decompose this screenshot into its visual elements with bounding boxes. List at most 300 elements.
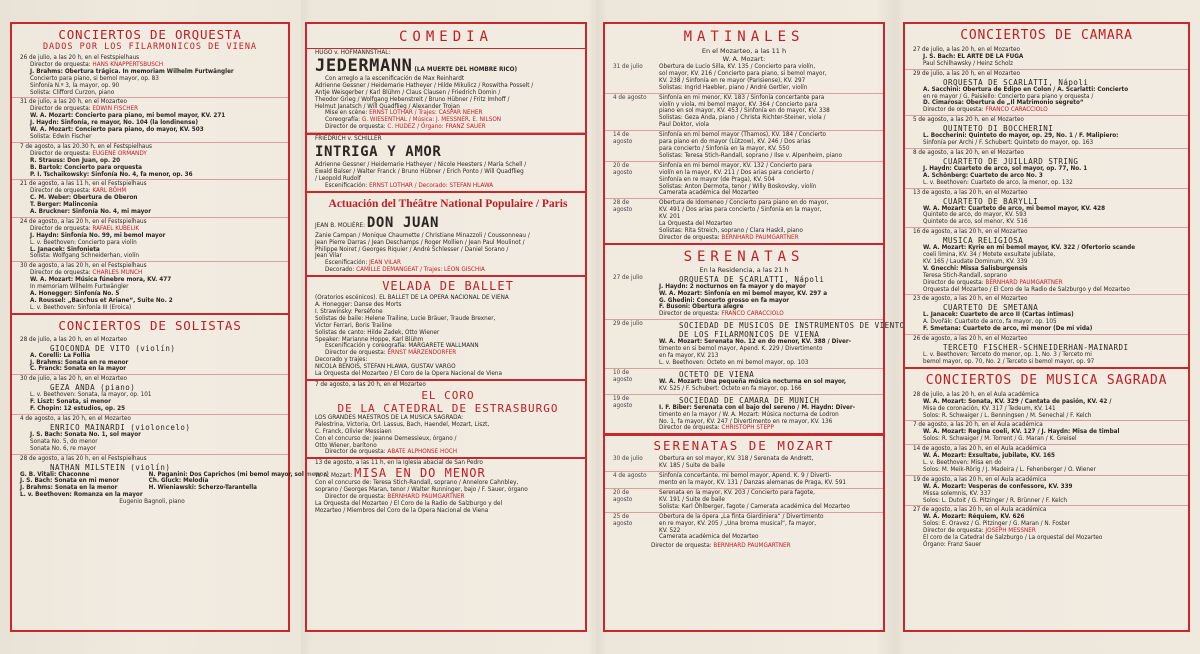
program-line: para piano en do mayor (Lützow), KV. 246 / Dos arias xyxy=(659,139,811,146)
matinal-item xyxy=(605,199,883,242)
orchestra-item xyxy=(12,54,288,98)
orchestra-item xyxy=(12,218,288,262)
program-line: Solos: L. Dutoit / G. Pitzinger / R. Brünner / F. Kelch xyxy=(923,497,1067,504)
panel-matinales xyxy=(603,22,905,632)
performer-name: ENRICO MAINARDI (violoncelo) xyxy=(50,422,191,432)
program-line: I. F. Biber: Serenata con el bajo del sereno / M. Haydn: Diver- xyxy=(659,404,856,411)
program-line: W. A. Mozart: Serenata No. 12 en do menor, KV. 388 / Diver- xyxy=(659,339,852,346)
sacred-item xyxy=(905,476,1188,507)
soloist-item xyxy=(12,455,329,507)
matinales-title: MATINALES xyxy=(683,29,805,45)
program-line: La Orquesta del Mozarteo xyxy=(659,221,733,228)
event-date: 28 de agosto, a las 20 h, en el Festspielhaus xyxy=(20,455,147,462)
program-line: Solista: Clifford Curzon, piano xyxy=(30,89,115,96)
soloists-title: CONCIERTOS DE SOLISTAS xyxy=(58,317,242,333)
program-line: J. S. Bach: Sonata No. 1, sol mayor xyxy=(30,431,141,438)
program-line: W. A. Mozart: Regina coeli, KV. 127 / J. Haydn: Misa de timbal xyxy=(923,429,1120,436)
event-date: 19 de agosto xyxy=(613,395,633,409)
credit-line: Adrienne Gessner / Heidemarie Hatheyer / Nicole Heesters / María Schell / xyxy=(315,162,527,169)
program-line: KV. 525 / F. Schubert: Octeto en fa mayor, op. 166 xyxy=(659,385,802,392)
credit-line: Escenificación y coreografía: MARGARETE WALLMANN xyxy=(325,343,479,350)
program-line: Sonata No. 5, do menor xyxy=(30,438,98,445)
credit-line: Con el concurso de: Jeanne Demessieux, órgano / xyxy=(315,435,457,442)
program-line: V. Gnecchi: Missa Salisburgensis xyxy=(923,265,1028,272)
program-line: mento en la mayor, KV. 131 / Danzas alemanas de Praga, KV. 591 xyxy=(659,480,846,487)
jedermann-heading xyxy=(315,57,581,76)
serenata-item xyxy=(605,369,883,395)
credit-line: Director de orquesta: JOSEPH MESSNER xyxy=(923,528,1036,535)
program-line: Concierto para piano, si bemol mayor, op. 83 xyxy=(30,75,159,82)
performer-name: OCTETO DE VIENA xyxy=(679,369,755,379)
serenata-mozart-item xyxy=(605,455,883,472)
credit-line: Solistas de baile: Helene Trailine, Lucie Bräuer, Traude Brexner, xyxy=(315,315,496,322)
credit-line: Solistas de canto: Hilde Zadek, Otto Wiener xyxy=(315,329,440,336)
matinales-composer: W. A. Mozart: xyxy=(722,55,766,63)
intriga-block xyxy=(307,133,585,193)
event-date: 28 de julio, a las 20 h, en el Mozarteo xyxy=(20,336,128,343)
jedermann-title: JEDERMANN xyxy=(315,55,413,76)
chamber-item xyxy=(905,70,1188,117)
program-line: L. v. Beethoven: Cuarteto de arco, la menor, op. 132 xyxy=(923,179,1073,186)
event-date: 4 de agosto, a las 20 h, en el Mozarteo xyxy=(20,415,131,422)
panel-comedia xyxy=(305,22,587,632)
performer-name: SOCIEDAD DE CAMARA DE MUNICH xyxy=(679,395,820,405)
event-body xyxy=(649,200,879,241)
soloists-section xyxy=(12,315,329,507)
tnp-heading xyxy=(315,214,581,233)
program-line: en re mayor / G. Paisiello: Concierto para piano y orquesta / xyxy=(923,93,1094,100)
program-line: W. A. Mozart: Kyrie en mi bemol mayor, KV. 322 / Ofertorio scande xyxy=(923,245,1136,252)
credit-line: Mise en scène: ERNST LOTHAR / Trajes: CASPAR NEHER xyxy=(325,110,483,117)
misa-credits xyxy=(315,480,581,515)
credit-line: Ewald Balser / Walter Franck / Bruno Hübner / Erich Ponto / Will Quadflieg xyxy=(315,168,524,175)
tnp-author: JEAN B. MOLIÈRE: xyxy=(315,222,366,229)
credit-line: Director de orquesta: EUGENE ORMANDY xyxy=(30,150,147,157)
program-line: Sinfonía concertante, mi bemol mayor, Apend. K. 9 / Diverti- xyxy=(659,473,832,480)
credit-line: C. Franck, Olivier Messiaen xyxy=(315,428,392,435)
event-date: 28 de julio, a las 20 h, en el Aula académica xyxy=(913,391,1039,398)
chamber-item xyxy=(905,46,1188,70)
chamber-item xyxy=(905,149,1188,189)
tnp-header: Actuación del Théâtre National Populaire / Paris xyxy=(328,197,568,210)
orchestra-item xyxy=(12,262,288,312)
serenata-item xyxy=(605,395,883,434)
program-line: Quinteto de arco, sol menor, KV. 516 xyxy=(923,219,1028,226)
performer-name: CUARTETO DE SMETANA xyxy=(943,303,1039,313)
event-date: 24 de agosto, a las 20 h, en el Festspielhaus xyxy=(20,218,147,225)
program-line: Misa de coronación, KV. 317 / Tedeum, KV. 141 xyxy=(923,405,1056,412)
sacred-title: CONCIERTOS DE MUSICA SAGRADA xyxy=(925,372,1168,388)
comedia-section xyxy=(307,24,585,48)
program-line: Solistas: Rita Streich, soprano / Clara Haskil, piano xyxy=(659,227,803,234)
sacred-item xyxy=(905,421,1188,445)
event-body xyxy=(649,275,879,319)
soloist-item xyxy=(12,375,288,415)
event-date: 31 de julio xyxy=(613,64,643,70)
event-date: 14 de agosto xyxy=(613,132,633,146)
program-line: A. Schönberg: Cuarteto de arco No. 3 xyxy=(923,172,1043,179)
program-line: J. S. Bach: EL ARTE DE LA FUGA xyxy=(923,53,1024,60)
serenatas-intro: En la Residencia, a las 21 h xyxy=(699,265,789,274)
program-line: L. Janacek: Cuarteto de arco II (Cartas íntimas) xyxy=(923,312,1074,319)
serenata-mozart-item xyxy=(605,489,883,513)
program-line: W. A. Mozart: Cuarteto de arco, mi bemol mayor, KV. 428 xyxy=(923,205,1106,212)
program-line: timento en si bemol mayor, Apend. K. 229 / Divertimento xyxy=(659,346,823,353)
program-line: J. Haydn: Cuarteto de arco, sol mayor, op. 77, No. 1 xyxy=(923,165,1088,172)
credit-line: Director de orquesta: RAFAEL KUBELIK xyxy=(30,225,140,232)
chamber-events xyxy=(905,46,1188,367)
jedermann-note: Con arreglo a la escenificación de Max Reinhardt xyxy=(325,75,465,82)
program-line: L. v. Beethoven: Concierto para violín xyxy=(30,239,137,246)
program-line: W. A. Mozart: Réquiem, KV. 626 xyxy=(923,514,1025,521)
program-line: Solos: R. Schwaiger / M. Torrent / G. Maran / K. Greisel xyxy=(923,436,1077,443)
serenatas-mozart-footer: Director de orquesta: BERNHARD PAUMGARTNER xyxy=(651,543,791,550)
coro-date: 7 de agosto, a las 20 h, en el Mozarteo xyxy=(315,382,426,388)
program-line: KV. 238 / Sinfonía en re mayor (Parisiense), KV. 297 xyxy=(659,77,806,84)
program-line: Órgano: Franz Sauer xyxy=(923,541,982,548)
event-date: 16 de agosto, a las 20 h, en el Mozarteo xyxy=(913,229,1028,236)
event-date: 27 de agosto, a las 20 h, en el Aula académica xyxy=(913,507,1047,514)
chamber-item xyxy=(905,189,1188,229)
program-line: Sinfonía en re mayor (de Praga), KV. 504 xyxy=(659,176,775,183)
event-body xyxy=(649,132,879,160)
program-line: KV. 185 / Suite de baile xyxy=(659,463,725,470)
credit-line: Victor Ferrari, Boris Trailine xyxy=(315,322,392,329)
credit-line: Speaker: Marianne Hoppe, Karl Blühm xyxy=(315,336,424,343)
intriga-credits xyxy=(315,162,581,190)
program-line: Obertura de Lucio Silla, KV. 135 / Concierto para violín, xyxy=(659,64,816,70)
event-date: 23 de agosto, a las 20 h, en el Mozarteo xyxy=(913,296,1028,303)
program-line: Solistas: Teresa Stich-Randall, soprano / Ilse v. Alpenheim, piano xyxy=(659,152,842,159)
credit-line: Theodor Grieg / Wolfgang Hebenstreit / Bruno Hübner / Fritz Imhoff / xyxy=(315,96,510,103)
jedermann-author: HUGO v. HOFMANNSTHAL: xyxy=(315,50,391,56)
program-line: A. Bruckner: Sinfonía No. 4, mi mayor xyxy=(30,209,152,216)
event-date: 5 de agosto, a las 20 h, en el Mozarteo xyxy=(913,117,1024,124)
coro-block xyxy=(307,381,585,459)
program-line: F. Liszt: Sonata, si menor xyxy=(30,399,111,406)
soloist-item xyxy=(12,336,288,376)
credit-line: Palestrina, Victoria, Orl. Lassus, Bach, Haendel, Mozart, Liszt, xyxy=(315,421,490,428)
orchestra-subtitle: DADOS POR LOS FILARMONICOS DE VIENA xyxy=(42,42,258,52)
performer-name: QUINTETO DI BOCCHERINI xyxy=(943,124,1054,134)
performer-name: GEZA ANDA (piano) xyxy=(50,383,136,393)
event-date: 10 de agosto xyxy=(613,369,633,383)
event-body xyxy=(649,456,879,470)
orchestra-item xyxy=(12,143,288,181)
performer-name: CUARTETO DE JUILLARD STRING xyxy=(943,156,1079,166)
comedia-title: COMEDIA xyxy=(398,29,493,45)
event-date: 25 de agosto xyxy=(613,513,633,527)
program-line: J. Brahms: Sonata en la menor xyxy=(20,485,118,492)
program-line: T. Berger: Malinconia xyxy=(30,202,98,209)
program-line: In memoriam Wilhelm Furtwängler xyxy=(30,284,129,291)
program-line: A. Dvořák: Cuarteto de arco, fa mayor, op. 105 xyxy=(923,319,1057,326)
coro-title-2: DE LA CATEDRAL DE ESTRASBURGO xyxy=(337,401,559,415)
jedermann-credits xyxy=(315,83,581,131)
program-line: timento en la mayor / W. A. Mozart: Música nocturna de Lodron xyxy=(659,411,839,418)
program-line: coeli limina, KV. 34 / Motete exsultate jubilate, xyxy=(923,252,1056,259)
panel-chamber-concerts xyxy=(903,22,1190,632)
program-line: C. Franck: Sonata en la mayor xyxy=(30,366,127,373)
event-date: 7 de agosto, a las 20 h, en el Aula académica xyxy=(913,422,1043,429)
program-line: H. Wieniawski: Scherzo-Tarantella xyxy=(148,485,257,492)
program-line: W. A. Mozart: Concierto para piano, do mayor, KV. 503 xyxy=(30,127,204,134)
event-date: 31 de julio, a las 20 h, en el Mozarteo xyxy=(20,99,128,106)
program-line: J. Brahms: Sonata en re menor xyxy=(30,359,129,366)
credit-line: Director de orquesta: CHARLES MUNCH xyxy=(30,270,143,277)
program-line: A. Corelli: La Follia xyxy=(30,352,91,359)
credit-line: Decorado: CAMILLE DEMANGEAT / Trajes: LÉON GISCHIA xyxy=(325,267,485,274)
program-line: Solista: Edwin Fischer xyxy=(30,133,92,140)
event-date: 21 de agosto, a las 11 h, en el Festspielhaus xyxy=(20,181,147,188)
program-line: Sinfonía en mi menor, KV. 183 / Sinfonía concertante para xyxy=(659,94,825,101)
performer-name: TERCETO FISCHER-SCHNEIDERHAN-MAINARDI xyxy=(943,343,1129,352)
serenata-mozart-item xyxy=(605,472,883,489)
event-body xyxy=(649,473,879,487)
credit-line: Director de orquesta: CHRISTOPH STEPP xyxy=(659,425,774,432)
performer-name: SOCIEDAD DE MUSICOS DE INSTRUMENTOS DE VIENTO xyxy=(679,321,905,331)
program-line: A. Sacchini: Obertura de Edipo en Colon / A. Scarlatti: Concierto xyxy=(923,86,1129,93)
event-body xyxy=(649,514,879,542)
event-body xyxy=(649,163,879,198)
program-line: Camerata académica del Mozarteo xyxy=(659,534,759,541)
event-body xyxy=(649,490,879,511)
program-line: en fa mayor, KV. 213 xyxy=(659,353,719,360)
program-line: Missa solemnis, KV. 337 xyxy=(923,490,991,497)
program-line: F. Smetana: Cuarteto de arco, mi menor (De mi vida) xyxy=(923,326,1093,333)
chamber-title: CONCIERTOS DE CAMARA xyxy=(960,28,1133,43)
credit-line: Mozarteo / Miembros del Coro de la Opera Nacional de Viena xyxy=(315,507,489,514)
program-line: Paul Doktor, viola xyxy=(659,122,709,129)
credit-line: Coreografía: G. WIESENTHAL / Música: J. MESSNER, E. NILSON xyxy=(325,117,502,124)
event-date: 29 de julio, a las 20 h, en el Mozarteo xyxy=(913,70,1021,77)
program-line: El coro de la Catedral de Salzburgo / La orquestal del Mozarteo xyxy=(923,535,1103,542)
program-line: L. v. Beethoven: Romanza en la mayor xyxy=(20,492,143,499)
serenata-item xyxy=(605,320,905,369)
program-line: Obertura en sol mayor, KV. 318 / Serenata de Andrett, xyxy=(659,456,814,463)
event-date: 30 de agosto, a las 20 h, en el Festspielhaus xyxy=(20,263,147,270)
program-line: J. Haydn: Sinfonía No. 99, mi bemol mayor xyxy=(30,232,166,239)
performer-name: NATHAN MILSTEIN (violín) xyxy=(50,462,171,472)
performer-name: GIOCONDA DE VITO (violín) xyxy=(50,343,176,353)
matinal-item xyxy=(605,94,883,132)
credit-line: Zanie Campan / Monique Chaumette / Christiane Minazzoli / Coussonneau / xyxy=(315,232,530,239)
credit-line: Escenificación: JEAN VILAR xyxy=(325,260,402,267)
ballet-credits xyxy=(315,295,581,378)
program-line: KV. 522 xyxy=(659,527,681,534)
program-line: Sonata No. 6, re mayor xyxy=(30,445,96,452)
event-date: 30 de julio xyxy=(613,456,643,463)
program-line: J. Haydn: 2 nocturnos en fa mayor y do mayor xyxy=(659,283,806,290)
event-body xyxy=(649,396,879,433)
performer-name: DE LOS FILARMONICOS DE VIENA xyxy=(679,330,820,340)
credit-line: Otto Wiener, barítono xyxy=(315,442,377,449)
program-line: Solos: R. Schwaiger / L. Benningsen / M. Senechal / F. Kelch xyxy=(923,412,1092,419)
program-line: W. A. Mozart: Exsultate, jubilate, KV. 165 xyxy=(923,453,1055,460)
program-line: Solistas: Anton Dermota, tenor / Willy Boskovsky, violín xyxy=(659,183,817,190)
event-date: 27 de julio xyxy=(613,274,643,281)
program-line: G. B. Vitali: Chaconne xyxy=(20,471,90,478)
credit-line: Philippe Noiret / Georges Riquier / André Schlesser / Daniel Sorano / xyxy=(315,246,509,253)
misa-title: MISA EN DO MENOR xyxy=(354,466,486,481)
event-date: 8 de agosto, a las 20 h, en el Mozarteo xyxy=(913,149,1024,156)
program-line: Teresa Stich-Randall, soprano xyxy=(923,272,1007,279)
misa-heading xyxy=(315,467,581,480)
program-line: W. A. Mozart: Vesperas de confessore, KV. 339 xyxy=(923,483,1073,490)
serenatas-mozart-events xyxy=(605,455,883,542)
ballet-block xyxy=(307,277,585,381)
program-line: Solista: Wolfgang Schneiderhan, violín xyxy=(30,253,139,260)
matinal-item xyxy=(605,63,883,94)
serenata-mozart-item xyxy=(605,513,883,543)
event-date: 7 de agosto, a las 20.30 h, en el Festspielhaus xyxy=(20,143,152,150)
program-line: KV. 201 xyxy=(659,214,681,221)
coro-title-1: EL CORO xyxy=(421,388,475,402)
coro-credits xyxy=(315,415,581,456)
soloist-item xyxy=(12,415,288,455)
event-body xyxy=(649,64,879,92)
orchestra-item xyxy=(12,98,288,142)
program-line: L. v. Beethoven: Misa en do xyxy=(923,459,1002,466)
credit-line: Director de orquesta: ABATE ALPHONSE HOCH xyxy=(325,449,458,456)
sacred-section xyxy=(905,369,1188,550)
serenatas-section xyxy=(605,245,905,436)
misa-block xyxy=(307,459,585,515)
credit-line: I. Strawinsky: Perséfone xyxy=(315,308,383,315)
program-line: para concierto / Sinfonía en la mayor, KV. 550 xyxy=(659,145,790,152)
program-line: L. v. Beethoven: Sonata, la mayor, op. 101 xyxy=(30,392,152,399)
serenata-item xyxy=(605,274,883,321)
credit-line: Decorado y trajes: xyxy=(315,357,368,364)
credit-line: Director de orquesta: C. HUDEZ / Órgano: FRANZ SAUER xyxy=(325,124,486,131)
program-line: A. Honegger: Sinfonía No. 5 xyxy=(30,291,120,297)
matinal-item xyxy=(605,131,883,162)
serenatas-title: SERENATAS xyxy=(683,248,805,265)
matinal-item xyxy=(605,162,883,200)
program-line: D. Cimarosa: Obertura de „Il Matrimonio segreto“ xyxy=(923,100,1084,107)
program-line: G. Ghedini: Concerto grosso en fa mayor xyxy=(659,297,790,304)
performer-name: MUSICA RELIGIOSA xyxy=(943,236,1024,246)
event-date: 13 de agosto, a las 20 h, en el Mozarteo xyxy=(913,189,1028,196)
event-date: 29 de julio xyxy=(613,321,643,328)
program-line: L. v. Beethoven: Terceto do menor, op. 1, No. 3 / Terceto mi xyxy=(923,352,1092,358)
credit-line: La Orquesta del Mozarteo / El Coro de la Radio de Salzburgo y del xyxy=(315,500,503,507)
event-date: 27 de julio, a las 20 h, en el Mozarteo xyxy=(913,47,1021,53)
program-line: Sinfonía en mi bemol mayor (Thamos), KV. 184 / Concierto xyxy=(659,132,826,139)
program-line: Sinfonía N.º 3, la mayor, op. 90 xyxy=(30,82,120,89)
credit-line: A. Honegger: Danse des Morts xyxy=(315,302,402,309)
credit-line: Adrienne Gessner / Heidemarie Hatheyer / Hilde Mikulicz / Roswitha Posselt / xyxy=(315,82,534,89)
program-line: Quinteto de arco, do mayor, KV. 593 xyxy=(923,212,1027,219)
soloists-events xyxy=(12,336,329,507)
misa-composer: W. A. Mozart: xyxy=(315,473,353,480)
event-body xyxy=(649,95,879,130)
program-line: Camerata académica del Mozarteo xyxy=(659,190,759,197)
program-line: L. Boccherini: Quinteto do mayor, op. 29, No. 1 / F. Malipiero: xyxy=(923,133,1119,140)
sacred-item xyxy=(905,445,1188,476)
ballet-title: VELADA DE BALLET xyxy=(382,279,514,294)
program-line: Sinfonía en mi bemol mayor, KV. 132 / Concierto para xyxy=(659,162,812,169)
orchestra-title: CONCIERTOS DE ORQUESTA xyxy=(58,27,242,42)
program-column-left xyxy=(20,472,143,500)
program-line: R. Strauss: Don Juan, op. 20 xyxy=(30,157,121,164)
credit-line: LOS GRANDES MAESTROS DE LA MUSICA SAGRADA: xyxy=(315,414,464,421)
performer-name: ORQUESTA DE SCARLATTI, Nápoli xyxy=(679,274,825,284)
program-line: Obertura de la ópera „La finta Giardiniera“ / Divertimento xyxy=(659,513,824,520)
program-line: en re mayor, KV. 205 / „Una broma musical“, fa mayor, xyxy=(659,520,817,527)
program-column-right xyxy=(149,472,329,500)
misa-date: 13 de agosto, a las 11 h, en la Iglesia abacial de San Pedro xyxy=(315,460,483,467)
program-line: violín en la mayor, KV. 211 / Dos arias para concierto / xyxy=(659,169,814,176)
serenatas-mozart-section xyxy=(605,435,883,551)
program-line: W. A. Mozart: Sinfonía en mi bemol mayor, KV. 297 a xyxy=(659,290,828,297)
matinales-events xyxy=(605,63,883,243)
program-line: No. 1, fa mayor, KV. 247 / Divertimento en re mayor, KV. 136 xyxy=(659,418,833,425)
program-line: Solos: M. Meik-Rörig / J. Madeira / L. Fehenberger / O. Wiener xyxy=(923,466,1096,473)
intriga-title: INTRIGA Y AMOR xyxy=(315,144,442,161)
program-line: piano en sol mayor, KV. 453 / Sinfonía en do mayor, KV. 338 xyxy=(659,108,830,115)
credit-line: Con el concurso de: Teresa Stich-Randall, soprano / Annelore Cahnbley, xyxy=(315,480,519,487)
credit-line: Director de orquesta: BERNHARD PAUMGARTNER xyxy=(325,494,465,501)
chamber-section xyxy=(905,24,1188,369)
sacred-item xyxy=(905,391,1188,422)
credit-line: Director de orquesta: FRANCO CARACCIOLO xyxy=(923,107,1048,114)
orchestra-section xyxy=(12,24,288,315)
program-line: J. Haydn: Sinfonía, re mayor, No. 104 (la londinense) xyxy=(30,120,198,127)
program-line: sol mayor, KV. 216 / Concierto para piano, si bemol mayor, xyxy=(659,70,827,77)
jedermann-subtitle: (LA MUERTE DEL HOMBRE RICO) xyxy=(414,66,518,73)
event-body xyxy=(649,370,879,393)
orchestra-events xyxy=(12,54,288,313)
tnp-title: DON JUAN xyxy=(366,214,440,231)
program-line: KV. 491 / Dos arias para concierto / Sinfonía en la mayor, xyxy=(659,207,822,214)
program-line: KV. 165 / Laudate Dominum, KV. 339 xyxy=(923,258,1028,265)
program-line: Ch. Gluck: Melodía xyxy=(148,478,209,485)
program-line: P. I. Tschaikowsky: Sinfonía No. 4, fa menor, op. 36 xyxy=(30,171,193,178)
program-line: L. v. Beethoven: Octeto en mi bemol mayor, op. 103 xyxy=(659,360,809,366)
program-line: Solista: Karl Öhlberger, fagote / Camerata académica del Mozarteo xyxy=(659,503,850,510)
credit-line: Director de orquesta: KARL BÖHM xyxy=(30,188,127,195)
program-line: KV. 191 / Suite de baile xyxy=(659,496,725,503)
program-line: J. Brahms: Obertura trágica. In memoriam Wilhelm Furtwängler xyxy=(30,68,234,75)
credit-line: Jean Pierre Darras / Jean Deschamps / Roger Mollien / Jean Paul Moulinot / xyxy=(315,239,525,246)
event-date: 14 de agosto, a las 20 h, en el Aula académica xyxy=(913,446,1047,453)
event-date: 26 de agosto, a las 20 h, en el Mozarteo xyxy=(913,336,1028,343)
credit-line: Jean Vilar xyxy=(315,253,342,260)
event-date: 19 de agosto, a las 20 h, en el Aula académica xyxy=(913,476,1047,483)
tnp-block xyxy=(307,193,585,277)
performer-name: CUARTETO DE BARYLLI xyxy=(943,196,1039,206)
program-line: bemol mayor, op. 70, No. 2 / Terceto si bemol mayor, op. 97 xyxy=(923,358,1095,365)
event-date: 26 de julio, a las 20 h, en el Festspielhaus xyxy=(20,55,140,61)
event-date: 4 de agosto xyxy=(613,473,647,480)
program-line: Serenata en la mayor, KV. 203 / Concierto para fagote, xyxy=(659,489,815,496)
sacred-item xyxy=(905,506,1188,549)
serenatas-mozart-title: SERENATAS DE MOZART xyxy=(653,438,835,454)
program-line: L. Janacek: Sinfonieta xyxy=(30,246,100,253)
event-date: 4 de agosto xyxy=(613,94,647,101)
orchestra-item xyxy=(12,180,288,218)
chamber-item xyxy=(905,228,1188,295)
credit-line: Director de orquesta: EDWIN FISCHER xyxy=(30,106,139,113)
program-line: Sinfonía per Archi / F. Schubert: Quinteto do mayor, op. 163 xyxy=(923,140,1094,147)
program-line: F. Busoni: Obertura alegre xyxy=(659,304,744,311)
tnp-credits xyxy=(315,233,581,274)
matinales-intro: En el Mozarteo, a las 11 h xyxy=(701,47,787,55)
jedermann-block xyxy=(307,48,585,133)
program-line: W. A. Mozart: Sonata, KV. 329 / Cantata de pasión, KV. 42 / xyxy=(923,398,1112,405)
credit-line: soprano / Georges Maran, tenor / Walter Runninger, bajo / F. Sauer, órgano xyxy=(315,487,528,494)
